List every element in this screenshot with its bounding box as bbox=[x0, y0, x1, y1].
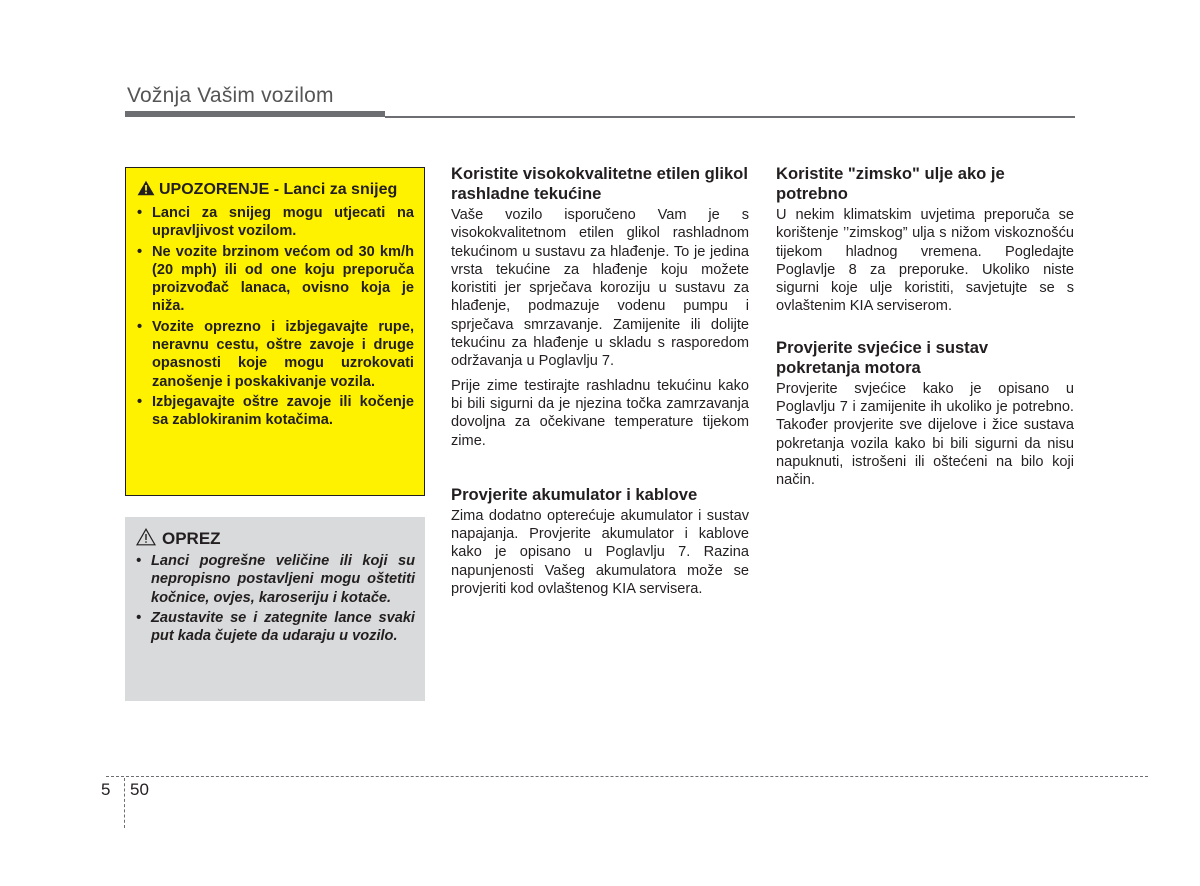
caution-box bbox=[125, 517, 425, 701]
warning-item: • Lanci za snijeg mogu utjecati na upravljivost vozilom. bbox=[137, 204, 414, 241]
right-column bbox=[776, 164, 1074, 490]
caution-item: • Lanci pogrešne veličine ili koji su nepropisno postavljeni mogu oštetiti kočnice, ovjes, karoseriju i kotače. bbox=[136, 552, 415, 607]
warning-item: • Ne vozite brzinom većom od 30 km/h (20 mph) ili od one koju preporuča proizvođač lanaca, ovisno koja je niža. bbox=[137, 243, 414, 316]
coolant-section-title: Koristite visokokvalitetne etilen glikol rashladne tekućine bbox=[451, 164, 748, 203]
caution-heading-text: OPREZ bbox=[162, 529, 221, 548]
page-section-number: 5 bbox=[101, 780, 111, 799]
page-number: 50 bbox=[130, 780, 149, 799]
header-rule-thick bbox=[125, 111, 385, 117]
warning-heading-rest: - Lanci za snijeg bbox=[269, 181, 398, 198]
coolant-paragraph-2: Prije zime testirajte rashladnu tekućinu kako bi bili sigurni da je njezina točka zamrzavanja dovoljna za očekivane temperature tijekom zime. bbox=[451, 377, 749, 449]
page-header-title: Vožnja Vašim vozilom bbox=[127, 84, 334, 107]
spark-plugs-paragraph: Provjerite svjećice kako je opisano u Poglavlju 7 i zamijenite ih ukoliko je potrebno. Također provjerite sve dijelove i žice sustava pokretanja vozila kako bi bili sigurni da nisu napuknuti, istrošeni ili oštećeni na bilo koji način. bbox=[776, 380, 1074, 489]
warning-heading-main: UPOZORENJE bbox=[159, 181, 270, 198]
warning-item: • Vozite oprezno i izbjegavajte rupe, neravnu cestu, oštre zavoje i druge opasnosti koje mogu uzrokovati zanošenje i poskakivanje vozila. bbox=[137, 318, 414, 391]
warning-list bbox=[137, 204, 414, 430]
caution-list bbox=[136, 552, 415, 645]
coolant-paragraph-1: Vaše vozilo isporučeno Vam je s visokokvalitetnom etilen glikol rashladnom tekućinom u sustavu za hlađenje. To je jedina vrsta tekućine za hlađenje koju možete koristiti jer sprječava koroziju u sustavu za hlađenje, podmazuje vodenu pumpu i sprječava smrzavanje. Zamijenite ili dolijte tekućinu za hlađenje u skladu s rasporedom održavanja u Poglavlju 7. bbox=[451, 207, 749, 370]
header-rule-thin bbox=[385, 116, 1075, 118]
caution-item: • Zaustavite se i zategnite lance svaki put kada čujete da udaraju u vozilo. bbox=[136, 609, 415, 646]
oil-section-title: Koristite "zimsko" ulje ako je potrebno bbox=[776, 164, 1005, 203]
battery-paragraph: Zima dodatno opterećuje akumulator i sustav napajanja. Provjerite akumulator i kablove kako je opisano u Poglavlju 7. Razina napunjenosti Vašeg akumulatora može se provjeriti kod ovlaštenog KIA servisera. bbox=[451, 507, 749, 598]
warning-box bbox=[125, 167, 425, 496]
footer-dashed-rule bbox=[106, 776, 1148, 777]
warning-heading bbox=[137, 180, 414, 200]
spark-plugs-section-title: Provjerite svjećice i sustav pokretanja motora bbox=[776, 337, 989, 377]
footer-dashed-divider bbox=[124, 778, 125, 828]
oil-paragraph: U nekim klimatskim uvjetima preporuča se korištenje ’’zimskog” ulja s nižom viskoznošću tijekom hladnog vremena. Pogledajte Poglavlje 8 za preporuke. Ukoliko niste sigurni koje ulje koristiti, savjetujte se s ovlaštenim KIA serviserom. bbox=[776, 207, 1074, 315]
middle-column bbox=[451, 164, 749, 598]
caution-heading bbox=[136, 528, 415, 549]
caution-triangle-icon bbox=[136, 528, 156, 546]
battery-section-title: Provjerite akumulator i kablove bbox=[451, 484, 698, 504]
warning-item: • Izbjegavajte oštre zavoje ili kočenje sa zablokiranim kotačima. bbox=[137, 393, 414, 430]
warning-triangle-icon bbox=[137, 180, 155, 196]
